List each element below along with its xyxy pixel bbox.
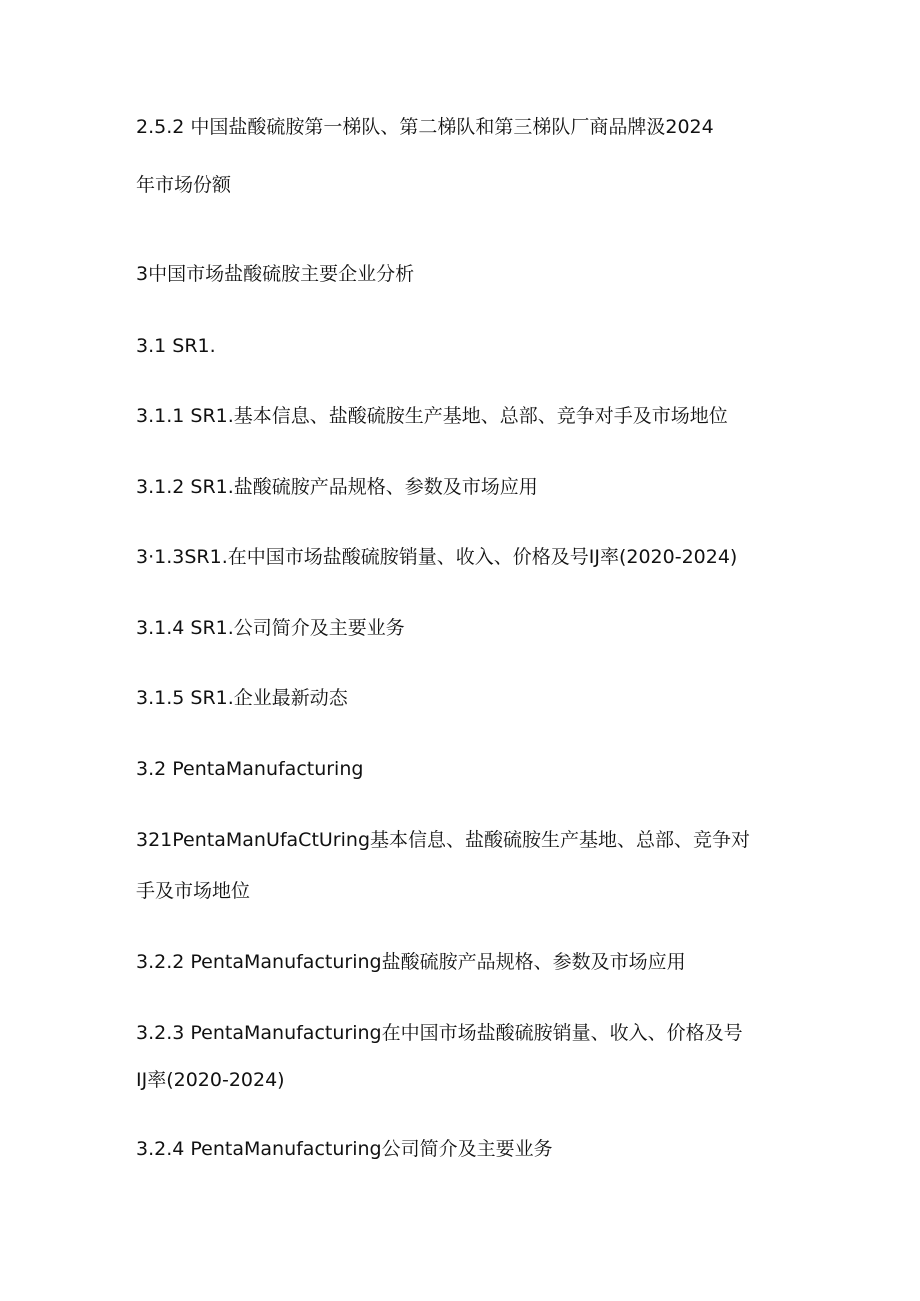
toc-entry-3-2-1-line-2: 手及市场地位: [136, 880, 251, 902]
toc-entry-3-2-3-line-1: 3.2.3 PentaManufacturing在中国市场盐酸硫胺销量、收入、价格及号: [136, 1022, 743, 1044]
toc-entry-3-2-4: 3.2.4 PentaManufacturing公司简介及主要业务: [136, 1138, 553, 1160]
toc-entry-3-1-2: 3.1.2 SR1.盐酸硫胺产品规格、参数及市场应用: [136, 476, 538, 498]
toc-entry-3-1-3: 3·1.3SR1.在中国市场盐酸硫胺销量、收入、价格及号IJ率(2020-2024): [136, 546, 738, 568]
toc-entry-3-1-5: 3.1.5 SR1.企业最新动态: [136, 687, 348, 709]
toc-entry-2-5-2-line-1: 2.5.2 中国盐酸硫胺第一梯队、第二梯队和第三梯队厂商品牌汲2024: [136, 116, 714, 138]
toc-entry-3-1-4: 3.1.4 SR1.公司简介及主要业务: [136, 617, 405, 639]
toc-entry-2-5-2-line-2: 年市场份额: [136, 174, 232, 196]
toc-entry-3-2-2: 3.2.2 PentaManufacturing盐酸硫胺产品规格、参数及市场应用: [136, 951, 686, 973]
toc-entry-3-2: 3.2 PentaManufacturing: [136, 758, 364, 780]
toc-entry-3-2-1-line-1: 321PentaManUfaCtUring基本信息、盐酸硫胺生产基地、总部、竞争对: [136, 829, 751, 851]
toc-entry-3-1: 3.1 SR1.: [136, 335, 216, 357]
toc-entry-3-2-3-line-2: IJ率(2020-2024): [136, 1069, 285, 1091]
toc-entry-3: 3中国市场盐酸硫胺主要企业分析: [136, 263, 415, 285]
toc-entry-3-1-1: 3.1.1 SR1.基本信息、盐酸硫胺生产基地、总部、竞争对手及市场地位: [136, 405, 728, 427]
